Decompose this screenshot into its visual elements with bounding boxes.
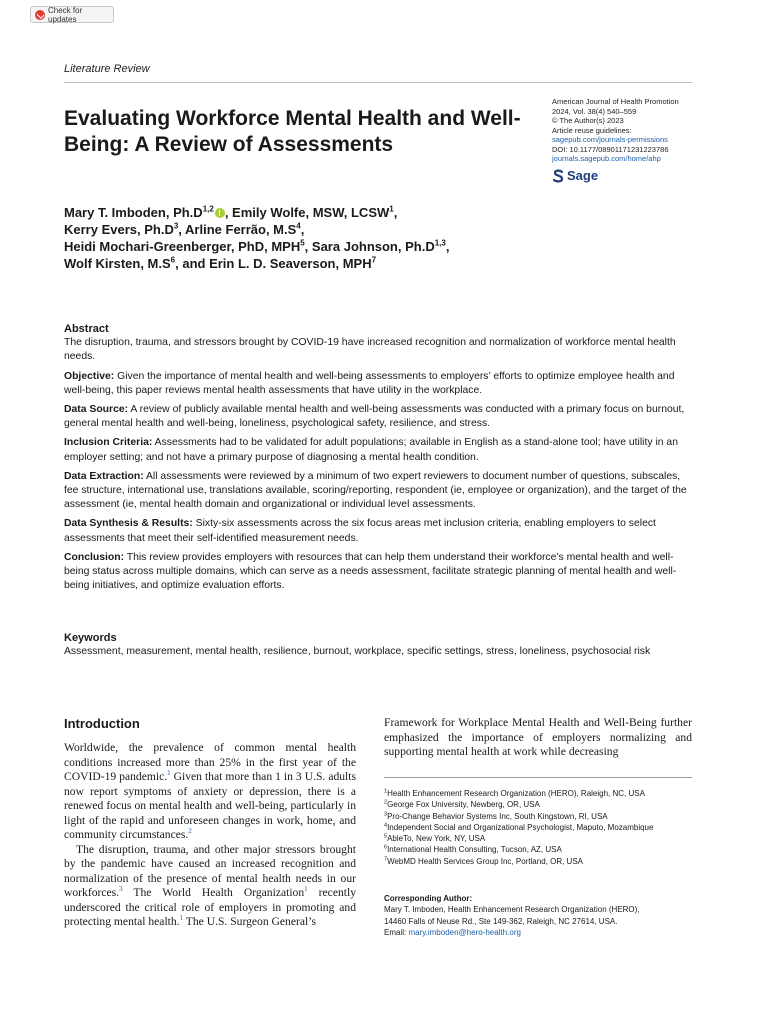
- author-separator: ,: [445, 239, 450, 254]
- affiliation-item: $^5$AbleTo, New York, NY, USA: [384, 833, 486, 844]
- intro-paragraph-1: Worldwide, the prevalence of common mental health conditions increased more than 25% in the first year of the COVID-19 pandemic.$^1$ Given that more than 1 in 3 U.S. adults now report symptoms of anxiety or depression, there is a renewed focus on mental health and well-being, particularly in light of the rapid and unforeseen changes in work, home, and community circumstances.$^2$: [64, 741, 357, 841]
- author-name: Emily Wolfe, MSW, LCSW: [232, 205, 390, 220]
- abstract-section-text: Assessments had to be validated for adult populations; available in English as a stand-alone tool; have utility in an employer setting; and not have a primary purpose of diagnosing a mental health condition.: [64, 437, 678, 463]
- citation-link[interactable]: 3: [119, 885, 123, 894]
- sage-s-icon: [552, 169, 564, 183]
- check-updates-icon: [35, 10, 45, 20]
- introduction-left-column: [64, 741, 356, 930]
- abstract-section-text: Given the importance of mental health and well-being assessments to employers’ efforts to optimize employee health and well-being, this paper reviews mental health assessments that have utility in the workplace.: [64, 370, 675, 396]
- keywords-heading: Keywords: [64, 632, 117, 644]
- reuse-label: Article reuse guidelines:: [552, 125, 632, 135]
- author-separator: ,: [178, 222, 186, 237]
- abstract-section-label: Data Extraction:: [64, 470, 144, 482]
- citation-link[interactable]: 1: [167, 769, 171, 778]
- abstract-section-text: A review of publicly available mental health and well-being assessments was conducted with a primary focus on burnout, general mental health and well-being, loneliness, psychological safety, resilience, and stress.: [64, 404, 685, 430]
- journal-link[interactable]: journals.sagepub.com/home/ahp: [552, 154, 661, 163]
- corresponding-line-1: Mary T. Imboden, Health Enhancement Research Organization (HERO),: [384, 905, 640, 915]
- author-affiliation-marker: 1: [389, 204, 394, 214]
- abstract-section: [64, 436, 692, 464]
- author-name: Mary T. Imboden, Ph.D: [64, 205, 203, 220]
- article-title: Evaluating Workforce Mental Health and Well-Being: A Review of Assessments: [64, 107, 521, 156]
- affiliation-item: $^7$WebMD Health Services Group Inc, Portland, OR, USA: [384, 856, 583, 866]
- introduction-right-column: Framework for Workplace Mental Health and Well-Being further emphasized the importance of employers normalizing and supporting mental health at work while decreasing: [384, 716, 692, 758]
- abstract-intro: The disruption, trauma, and stressors brought by COVID-19 have increased recognition and normalization of workforce mental health needs.: [64, 337, 676, 363]
- affiliation-item: $^6$International Health Consulting, Tucson, AZ, USA: [384, 844, 562, 855]
- abstract-section: [64, 551, 692, 594]
- journal-name: American Journal of Health Promotion: [552, 97, 679, 106]
- abstract-section-label: Conclusion:: [64, 551, 125, 563]
- affiliation-item: $^3$Pro-Change Behavior Systems Inc, South Kingstown, RI, USA: [384, 810, 608, 821]
- author-separator: ,: [224, 205, 233, 220]
- author-separator: , and: [175, 256, 210, 271]
- corresponding-email-line: Email: mary.imboden@hero-health.org: [384, 927, 521, 937]
- abstract-section: [64, 470, 692, 513]
- abstract-section: [64, 370, 692, 398]
- journal-meta: [552, 97, 702, 183]
- author-name: Heidi Mochari-Greenberger, PhD, MPH: [64, 239, 301, 254]
- check-updates-label: Check for updates: [48, 5, 83, 24]
- author-separator: ,: [304, 239, 312, 254]
- author-name: Wolf Kirsten, M.S: [64, 256, 171, 271]
- keywords: [64, 631, 692, 659]
- email-link[interactable]: mary.imboden@hero-health.org: [408, 927, 521, 937]
- author-separator: ,: [300, 222, 305, 237]
- abstract-section-label: Inclusion Criteria:: [64, 437, 153, 449]
- footnote-divider: [384, 777, 692, 778]
- journal-volume: 2024, Vol. 38(4) 540–559: [552, 106, 637, 116]
- corresponding-label: Corresponding Author:: [384, 894, 473, 903]
- author-affiliation-marker: 6: [170, 255, 176, 265]
- abstract-section-label: Data Synthesis & Results:: [64, 518, 193, 530]
- author-affiliation-marker: 4: [296, 221, 301, 231]
- abstract-section-text: Sixty-six assessments across the six focus areas met inclusion criteria, enabling employers to select assessments that meet their self-identified measurement needs.: [64, 518, 656, 544]
- author-name: Erin L. D. Seaverson, MPH: [209, 256, 372, 271]
- corresponding-line-2: 14460 Falls of Neuse Rd., Ste 149-362, Raleigh, NC 27614, USA.: [384, 916, 618, 926]
- author-list: [64, 204, 624, 272]
- author-affiliation-marker: 1,3: [434, 238, 446, 248]
- author-affiliation-marker: 3: [173, 221, 179, 231]
- header-divider: [64, 82, 692, 83]
- affiliation-item: $^2$George Fox University, Newberg, OR, USA: [384, 799, 540, 810]
- abstract-heading: Abstract: [64, 323, 109, 335]
- author-affiliation-marker: 5: [300, 238, 305, 248]
- abstract-section: [64, 403, 692, 431]
- citation-link[interactable]: 1: [179, 914, 184, 923]
- abstract-section-text: This review provides employers with resources that can help them understand their workforce’s mental health and well-being status across multiple domains, which can serve as a needs assessment, facilitate strategic planning of mental health and well-being initiatives, and optimize evaluation efforts.: [64, 551, 677, 592]
- doi: DOI: 10.1177/08901171231223786: [552, 144, 669, 154]
- author-name: Arline Ferrão, M.S: [185, 222, 297, 237]
- introduction-heading: Introduction: [64, 716, 140, 731]
- citation-link[interactable]: 1: [304, 885, 308, 894]
- abstract-section-text: All assessments were reviewed by a minimum of two expert reviewers to document number of questions, subscales, fee structure, international use, translations available, scoring/reporting, respondent (ie, employee or organization), and the target of the assessment (ie, mental health domain and organizational or individual level assessments.: [64, 470, 687, 511]
- abstract-section: [64, 517, 692, 545]
- copyright: © The Author(s) 2023: [552, 116, 624, 125]
- check-for-updates-button[interactable]: [30, 6, 114, 23]
- permissions-link[interactable]: sagepub.com/journals-permissions: [552, 135, 668, 144]
- abstract-section-label: Objective:: [64, 370, 115, 382]
- orcid-icon[interactable]: [215, 208, 225, 218]
- corresponding-author: [384, 893, 692, 938]
- author-name: Sara Johnson, Ph.D: [311, 239, 435, 254]
- intro-paragraph-2: The disruption, trauma, and other major stressors brought by the pandemic have caused an increased recognition and normalization of the presence of mental health needs in our workforces.$^3$ The World Health Organization$^1$ recently underscored the critical role of employers in promoting and protecting mental health.$^1$ The U.S. Surgeon General’s: [64, 842, 357, 928]
- keywords-list: Assessment, measurement, mental health, resilience, burnout, workplace, specific settings, stress, loneliness, psychosocial risk: [64, 646, 651, 657]
- section-label: Literature Review: [64, 63, 150, 75]
- citation-link[interactable]: 2: [188, 827, 192, 836]
- abstract: [64, 322, 692, 598]
- author-affiliation-marker: 7: [371, 255, 377, 265]
- affiliation-item: $^1$Health Enhancement Research Organization (HERO), Raleigh, NC, USA: [384, 788, 645, 798]
- publisher-name: Sage: [567, 167, 599, 183]
- affiliation-item: $^4$Independent Social and Organizational Psychologist, Maputo, Mozambique: [384, 822, 654, 832]
- sage-logo: [552, 169, 702, 183]
- author-name: Kerry Evers, Ph.D: [64, 222, 174, 237]
- abstract-section-label: Data Source:: [64, 404, 129, 416]
- affiliations: [384, 788, 692, 867]
- author-separator: ,: [393, 205, 398, 220]
- author-affiliation-marker: 1,2: [202, 204, 214, 214]
